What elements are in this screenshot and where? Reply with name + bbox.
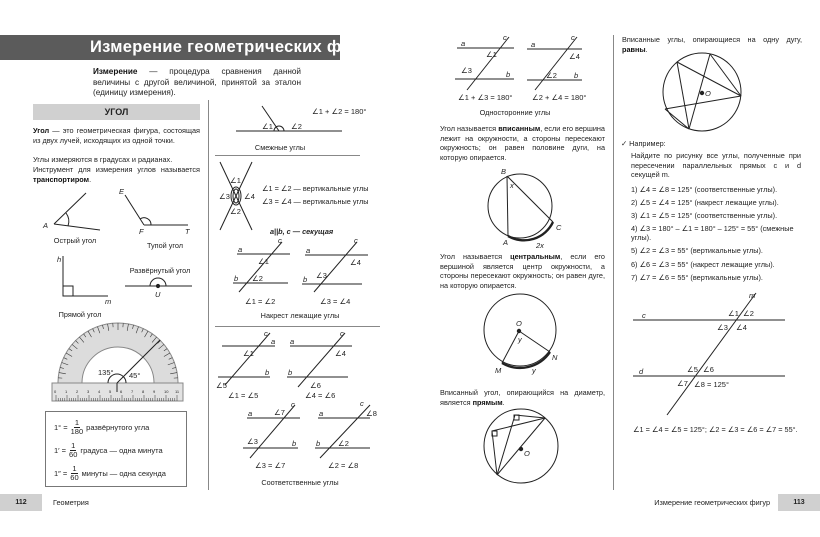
angle-label: x xyxy=(510,181,514,190)
example-result: ∠1 = ∠4 = ∠5 = 125°; ∠2 = ∠3 = ∠6 = ∠7 = 55°. xyxy=(633,425,798,434)
angle-label: ∠6 xyxy=(703,365,714,374)
ruler-number: 6 xyxy=(120,389,123,394)
definition-term: Измерение xyxy=(93,67,138,76)
right-angle-figure xyxy=(57,255,111,306)
angle-units-text: Углы измеряются в градусах и радианах. xyxy=(33,155,173,164)
vertical-eq-1: ∠1 = ∠2 — вертикальные углы xyxy=(262,184,369,193)
angle-label: ∠6 xyxy=(310,381,321,390)
straight-angle-figure xyxy=(125,278,192,299)
same-arc-text-part: Вписанные углы, опирающиеся на одну дугу, xyxy=(622,35,802,44)
ruler-number: 0 xyxy=(54,389,57,394)
corresponding-angles-figure xyxy=(216,329,377,470)
vertical-angles-figure xyxy=(219,162,255,230)
denominator: 60 xyxy=(69,450,78,459)
page-number-left: 112 xyxy=(0,494,42,511)
angle-label: ∠8 = 125° xyxy=(694,380,729,389)
angle-label: ∠8 xyxy=(366,409,377,418)
one-sided-equation: ∠1 + ∠3 = 180° xyxy=(458,93,513,102)
ruler-number: 9 xyxy=(153,389,156,394)
unit-lhs: 1° = xyxy=(54,422,68,432)
diameter-term: прямым xyxy=(472,397,503,407)
point-label: F xyxy=(139,227,144,236)
inscribed-text-part: Угол называется xyxy=(440,124,499,133)
angle-term: Угол xyxy=(33,126,50,135)
arc-label: y xyxy=(532,366,536,375)
same-arc-figure xyxy=(663,53,741,131)
cross-caption: Накрест лежащие углы xyxy=(260,311,340,320)
line-label: a xyxy=(531,40,536,49)
section-header-angle: УГОЛ xyxy=(33,104,200,120)
ray-label: m xyxy=(105,297,112,306)
vertical-eq-2: ∠3 = ∠4 — вертикальные углы xyxy=(262,197,369,206)
adjacent-equation: ∠1 + ∠2 = 180° xyxy=(312,107,367,116)
inscribed-angle-figure xyxy=(488,167,562,250)
vertex-label: U xyxy=(155,290,161,299)
line-label: c xyxy=(642,311,646,320)
unit-text: минуты — одна секунда xyxy=(81,468,166,478)
angle-label: ∠1 xyxy=(258,257,269,266)
line-label: c xyxy=(503,33,507,42)
corresponding-equation: ∠1 = ∠5 xyxy=(228,391,259,400)
angle-label: ∠1 xyxy=(262,122,273,131)
line-label: c xyxy=(360,399,364,408)
angle-label: ∠1 xyxy=(728,309,739,318)
inscribed-term: вписанным xyxy=(498,124,541,133)
ruler-number: 10 xyxy=(164,389,169,394)
line-label: c xyxy=(291,400,295,409)
point-label: C xyxy=(556,223,562,232)
ruler-number: 3 xyxy=(87,389,90,394)
same-arc-text-part: . xyxy=(645,44,648,54)
angle-label: ∠3 xyxy=(316,271,327,280)
denominator: 60 xyxy=(70,473,79,482)
parallel-note: a||b, c — секущая xyxy=(270,227,334,236)
line-label: a xyxy=(271,337,276,346)
adjacent-caption: Смежные углы xyxy=(254,143,306,152)
ruler-number: 8 xyxy=(142,389,145,394)
line-label: m xyxy=(749,291,756,300)
ruler-number: 4 xyxy=(98,389,101,394)
point-label: A xyxy=(503,238,509,247)
inscribed-text-part: , если его вершина лежит на окружности, а стороны пересекают окружность; он равен половине дуги, на которую опирается. xyxy=(440,124,605,162)
center-label: O xyxy=(524,449,530,458)
corresponding-equation: ∠3 = ∠7 xyxy=(255,461,286,470)
angle-label: ∠1 xyxy=(486,50,497,59)
one-sided-angles-figure xyxy=(455,33,586,102)
diameter-angle-figure xyxy=(484,409,558,483)
angle-label: ∠2 xyxy=(743,309,754,318)
point-label: E xyxy=(119,187,125,196)
central-angle-figure xyxy=(484,294,558,375)
angle-label: ∠7 xyxy=(274,408,285,417)
angle-label: ∠4 xyxy=(244,192,255,201)
angle-label: ∠3 xyxy=(717,323,728,332)
line-label: b xyxy=(292,439,297,448)
angle-label: ∠3 xyxy=(219,192,230,201)
solution-item: 5) ∠2 = ∠3 = 55° (вертикальные углы). xyxy=(631,246,763,256)
unit-lhs: 1″ = xyxy=(54,468,68,478)
angle-label: ∠2 xyxy=(546,71,557,80)
diameter-text-part: . xyxy=(502,397,505,407)
protractor-text-end: . xyxy=(89,174,92,184)
angle-label: ∠4 xyxy=(335,349,346,358)
angle-label: ∠3 xyxy=(461,66,472,75)
line-label: c xyxy=(264,329,268,338)
ray-label: h xyxy=(57,255,62,264)
right-caption: Прямой угол xyxy=(58,310,102,319)
center-label: O xyxy=(516,319,522,328)
acute-caption: Острый угол xyxy=(53,236,97,245)
line-label: c xyxy=(340,329,344,338)
same-arc-term: равны xyxy=(622,44,646,54)
cross-equation: ∠1 = ∠2 xyxy=(245,297,276,306)
numerator: 1 xyxy=(72,464,77,473)
ruler-number: 11 xyxy=(175,389,180,394)
numerator: 1 xyxy=(74,418,79,427)
angle-text: — это геометрическая фигура, состоящая из двух лучей, исходящих из одной точки. xyxy=(33,126,200,145)
one-sided-caption: Односторонние углы xyxy=(479,108,551,117)
page-number-right: 113 xyxy=(778,494,820,511)
solution-item: 4) ∠3 = 180° – ∠1 = 180° – 125° = 55° (смежные углы). xyxy=(631,223,794,243)
ruler-number: 5 xyxy=(109,389,112,394)
line-label: b xyxy=(574,71,579,80)
line-label: b xyxy=(288,368,293,377)
unit-text: развёрнутого угла xyxy=(86,422,150,432)
line-label: b xyxy=(506,70,511,79)
protractor-term: транспортиром xyxy=(33,174,90,184)
line-label: a xyxy=(238,245,243,254)
corresponding-equation: ∠4 = ∠6 xyxy=(305,391,336,400)
angle-label: ∠5 xyxy=(687,365,698,374)
protractor-angle-45: 45° xyxy=(129,371,141,380)
example-task: Найдите по рисунку все углы, полученные при пересечении параллельных прямых c и d секущей m. xyxy=(631,151,801,180)
obtuse-caption: Тупой угол xyxy=(146,241,184,250)
one-sided-equation: ∠2 + ∠4 = 180° xyxy=(532,93,587,102)
angle-label: ∠1 xyxy=(243,349,254,358)
angle-label: ∠7 xyxy=(677,379,688,388)
cross-equation: ∠3 = ∠4 xyxy=(320,297,351,306)
line-label: a xyxy=(461,39,466,48)
angle-label: ∠1 xyxy=(230,176,241,185)
point-label: T xyxy=(185,227,190,236)
acute-angle-figure xyxy=(42,193,100,230)
angle-label: ∠4 xyxy=(736,323,747,332)
definition-text: — процедура сравнения данной величины с другой величиной, принятой за эталон (единицу измерения). xyxy=(93,67,301,97)
ruler-number: 1 xyxy=(65,389,68,394)
central-text-part: Угол называется xyxy=(440,252,511,261)
adjacent-angles-figure xyxy=(236,106,366,131)
angle-label: ∠5 xyxy=(216,381,227,390)
numerator: 1 xyxy=(71,441,76,450)
ruler-number: 2 xyxy=(76,389,79,394)
footer-right-title: Измерение геометрических фигур xyxy=(654,498,770,507)
solution-item: 3) ∠1 = ∠5 = 125° (соответственные углы). xyxy=(631,210,778,220)
line-label: b xyxy=(316,439,321,448)
line-label: b xyxy=(303,275,308,284)
angle-label: ∠2 xyxy=(230,207,241,216)
solution-item: 1) ∠4 = ∠8 = 125° (соответственные углы). xyxy=(631,184,778,194)
corresponding-caption: Соответственные углы xyxy=(261,478,339,487)
denominator: 180 xyxy=(70,427,84,436)
unit-lhs: 1′ = xyxy=(54,445,67,455)
angle-label: ∠2 xyxy=(252,274,263,283)
line-label: a xyxy=(290,337,295,346)
page-title: Измерение геометрических фигур xyxy=(0,35,340,60)
footer-left-title: Геометрия xyxy=(53,498,89,507)
line-label: b xyxy=(234,274,239,283)
example-heading: ✓ Например: xyxy=(621,139,666,148)
line-label: c xyxy=(571,33,575,42)
protractor-angle-135: 135° xyxy=(98,368,114,377)
vertex-label: A xyxy=(43,221,49,230)
center-label: O xyxy=(705,89,711,98)
arc-label: 2x xyxy=(536,241,544,250)
ruler-number: 7 xyxy=(131,389,134,394)
solution-item: 7) ∠7 = ∠6 = 55° (вертикальные углы). xyxy=(631,272,763,282)
angle-label: ∠3 xyxy=(247,437,258,446)
protractor-figure xyxy=(52,323,183,401)
solution-item: 6) ∠6 = ∠3 = 55° (накрест лежащие углы). xyxy=(631,259,775,269)
unit-text: градуса — одна минута xyxy=(80,445,163,455)
line-label: d xyxy=(639,367,644,376)
angle-label: ∠2 xyxy=(338,439,349,448)
line-label: b xyxy=(265,368,270,377)
central-term: центральным xyxy=(510,252,561,261)
point-label: B xyxy=(501,167,507,176)
angle-label: ∠4 xyxy=(569,52,580,61)
cross-angles-figure xyxy=(233,236,368,306)
obtuse-angle-figure xyxy=(119,187,191,236)
central-text-part: , если его вершиной является центр окружности, а стороны пересекают окружность; он равен дуге, на которую опирается. xyxy=(440,252,605,290)
angle-label: y xyxy=(518,335,522,344)
angle-label: ∠2 xyxy=(291,122,302,131)
line-label: c xyxy=(354,236,358,245)
point-label: N xyxy=(552,353,558,362)
point-label: M xyxy=(495,366,502,375)
line-label: c xyxy=(278,236,282,245)
line-label: a xyxy=(306,246,311,255)
corresponding-equation: ∠2 = ∠8 xyxy=(328,461,359,470)
straight-caption: Развёрнутый угол xyxy=(129,266,191,275)
line-label: a xyxy=(248,409,253,418)
protractor-text-part: Инструмент для измерения углов называется xyxy=(33,165,200,174)
example-figure xyxy=(633,291,785,415)
angle-label: ∠4 xyxy=(350,258,361,267)
line-label: a xyxy=(319,409,324,418)
solution-item: 2) ∠5 = ∠4 = 125° (накрест лежащие углы). xyxy=(631,197,779,207)
diameter-text-part: Вписанный угол, опирающийся на диаметр, является xyxy=(440,388,605,407)
